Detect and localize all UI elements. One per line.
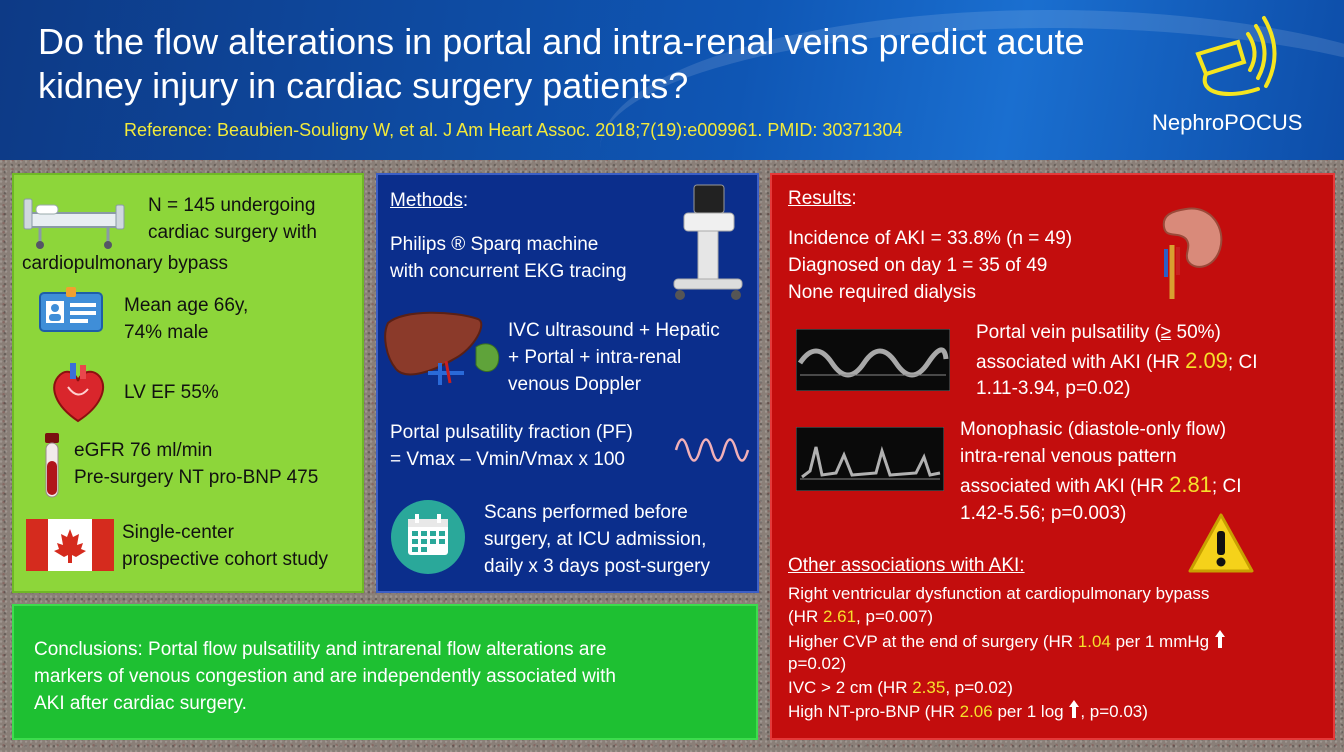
other-associations-heading: Other associations with AKI:	[788, 555, 1025, 576]
mono-hr-suffix: ; CI	[1211, 476, 1242, 497]
cvp-prefix: Higher CVP at the end of surgery (HR	[788, 632, 1078, 651]
machine-text-2: with concurrent EKG tracing	[390, 261, 627, 282]
portal-doppler-image	[796, 329, 950, 391]
results-panel	[770, 173, 1335, 740]
conclusion-text-2: markers of venous congestion and are independently associated with	[34, 666, 616, 687]
cvp-text	[788, 629, 1226, 654]
bnp-mid: per 1 log	[992, 702, 1064, 721]
egfr-text: eGFR 76 ml/min	[74, 440, 213, 461]
heart-icon	[48, 361, 108, 425]
ivc-hr-value: 2.35	[912, 678, 946, 697]
sample-size-text-3: cardiopulmonary bypass	[22, 253, 228, 274]
ultrasound-probe-icon	[1188, 14, 1288, 104]
ivc-prefix: IVC > 2 cm (HR	[788, 678, 913, 697]
mono-hr-value: 2.81	[1169, 472, 1212, 497]
renal-doppler-image	[796, 427, 944, 491]
results-heading-colon: :	[851, 188, 857, 209]
canada-flag-icon	[26, 519, 114, 571]
portal-ci-text: 1.11-3.94, p=0.02)	[976, 378, 1131, 399]
ultrasound-text: IVC ultrasound + Hepatic	[508, 320, 720, 341]
portal-hr-prefix: associated with AKI (HR	[976, 352, 1186, 373]
conclusion-panel	[12, 604, 758, 740]
mono-hr-prefix: associated with AKI (HR	[960, 476, 1170, 497]
bnp-suffix: , p=0.03)	[1080, 702, 1148, 721]
cvp-p-text: p=0.02)	[788, 654, 847, 673]
rv-hr-suffix: , p=0.007)	[856, 607, 934, 626]
portal-hr-value: 2.09	[1185, 348, 1228, 373]
monophasic-text: Monophasic (diastole-only flow)	[960, 419, 1227, 440]
reference-citation: Reference: Beaubien-Souligny W, et al. J Am Heart Assoc. 2018;7(19):e009961. PMID: 30371304	[124, 120, 903, 140]
portal-hr-text	[976, 347, 1257, 376]
ivc-suffix: , p=0.02)	[945, 678, 1013, 697]
study-design-text-2: prospective cohort study	[122, 549, 328, 570]
ivc-text	[788, 676, 1013, 700]
bnp-text	[788, 699, 1148, 724]
study-design-text: Single-center	[122, 522, 234, 543]
results-heading-label: Results	[788, 188, 852, 209]
methods-heading	[390, 187, 468, 214]
monophasic-text-2: intra-renal venous pattern	[960, 446, 1177, 467]
results-heading	[788, 185, 857, 212]
sine-wave-icon	[674, 427, 750, 473]
monophasic-hr-text	[960, 471, 1241, 500]
aki-incidence-text: Incidence of AKI = 33.8% (n = 49)	[788, 228, 1073, 249]
patients-panel	[12, 173, 364, 593]
rv-dysfunction-text: Right ventricular dysfunction at cardiopulmonary bypass	[788, 584, 1210, 603]
scans-text: Scans performed before	[484, 502, 688, 523]
liver-icon	[384, 309, 504, 389]
scans-text-2: surgery, at ICU admission,	[484, 529, 707, 550]
machine-text: Philips ® Sparq machine	[390, 234, 599, 255]
aki-day1-text: Diagnosed on day 1 = 35 of 49	[788, 255, 1048, 276]
bnp-hr-value: 2.06	[959, 702, 993, 721]
ntprobnp-text: Pre-surgery NT pro-BNP 475	[74, 467, 319, 488]
brand-name: NephroPOCUS	[1152, 110, 1303, 135]
ejection-fraction-text: LV EF 55%	[124, 382, 219, 403]
sample-size-text-2: cardiac surgery with	[148, 222, 317, 243]
arrow-up-icon	[1068, 699, 1080, 719]
portal-pulsatility-text	[976, 319, 1221, 346]
methods-heading-colon: :	[462, 190, 469, 211]
male-percent-text: 74% male	[124, 322, 209, 343]
ultrasound-machine-icon	[668, 183, 748, 303]
scans-text-3: daily x 3 days post-surgery	[484, 556, 710, 577]
pf-text: Portal pulsatility fraction (PF)	[390, 422, 633, 443]
header-banner	[0, 0, 1344, 160]
dialysis-text: None required dialysis	[788, 282, 976, 303]
warning-icon	[1186, 511, 1256, 575]
portal-ge-symbol: ≥	[1160, 322, 1172, 343]
portal-hr-suffix: ; CI	[1227, 352, 1258, 373]
id-card-icon	[38, 285, 104, 333]
portal-pct: 50%)	[1171, 322, 1221, 343]
page-title: Do the flow alterations in portal and intra-renal veins predict acute kidney injury in cardiac surgery patients?	[38, 21, 1085, 106]
calendar-icon	[390, 499, 466, 575]
rv-hr-value: 2.61	[822, 607, 857, 626]
pf-formula-text: = Vmax – Vmin/Vmax x 100	[390, 449, 625, 470]
cvp-suffix: per 1 mmHg	[1110, 632, 1210, 651]
cvp-hr-value: 1.04	[1077, 632, 1111, 651]
portal-pulsatility-label: Portal vein pulsatility (	[976, 322, 1161, 343]
mean-age-text: Mean age 66y,	[124, 295, 249, 316]
kidney-icon	[1158, 205, 1228, 301]
conclusion-text-1: Conclusions: Portal flow pulsatility and intrarenal flow alterations are	[34, 639, 607, 660]
bnp-prefix: High NT-pro-BNP (HR	[788, 702, 960, 721]
methods-heading-label: Methods	[390, 190, 463, 211]
rv-hr-text	[788, 605, 933, 629]
methods-panel	[376, 173, 759, 593]
rv-hr-prefix: (HR	[788, 607, 823, 626]
hospital-bed-icon	[20, 191, 128, 251]
arrow-up-icon	[1214, 629, 1226, 649]
sample-size-text: N = 145 undergoing	[148, 195, 316, 216]
ultrasound-text-2: + Portal + intra-renal	[508, 347, 682, 368]
ultrasound-text-3: venous Doppler	[508, 374, 642, 395]
monophasic-ci-text: 1.42-5.56; p=0.003)	[960, 503, 1127, 524]
conclusion-text-3: AKI after cardiac surgery.	[34, 693, 247, 714]
blood-tube-icon	[42, 433, 62, 503]
